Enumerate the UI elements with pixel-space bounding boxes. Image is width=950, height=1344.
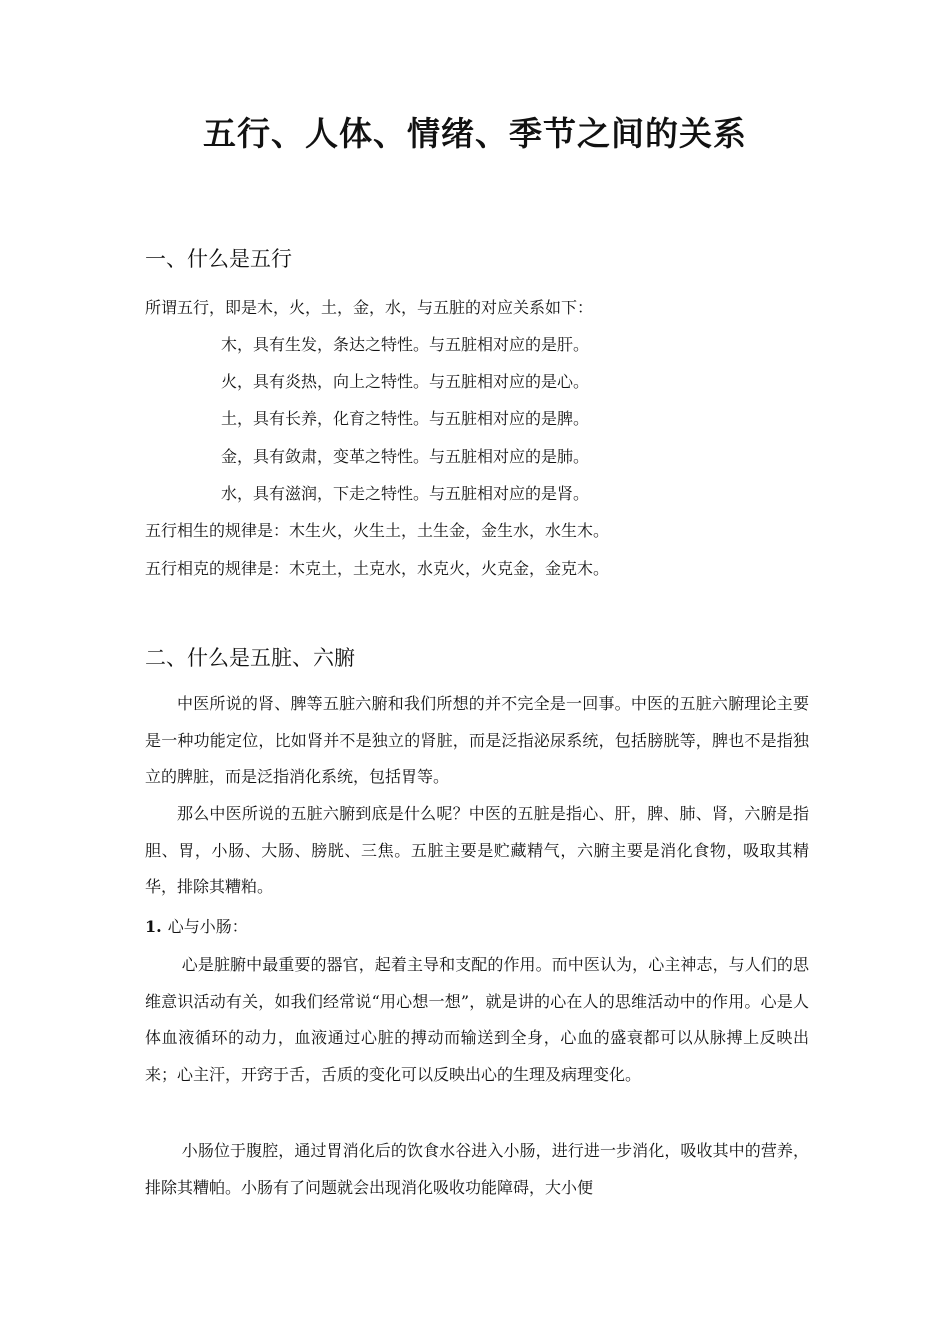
section-heading-zangfu: 二、什么是五脏、六腑 — [145, 646, 355, 670]
zangfu-paragraph-2: 那么中医所说的五脏六腑到底是什么呢？中医的五脏是指心、肝，脾、肺、肾，六腑是指胆、胃，小肠、大肠、膀胱、三焦。五脏主要是贮藏精气，六腑主要是消化食物，吸取其精华，排除其糟粕。 — [145, 804, 809, 896]
document-title: 五行、人体、情绪、季节之间的关系 — [203, 114, 747, 153]
wuxing-intro: 所谓五行，即是木，火，土，金，水，与五脏的对应关系如下： — [145, 298, 594, 317]
element-wood: 木，具有生发，条达之特性。与五脏相对应的是肝。 — [221, 335, 590, 354]
element-water: 水，具有滋润，下走之特性。与五脏相对应的是肾。 — [221, 484, 590, 503]
element-metal: 金，具有敛肃，变革之特性。与五脏相对应的是肺。 — [221, 447, 590, 466]
small-intestine-paragraph: 小肠位于腹腔，通过胃消化后的饮食水谷进入小肠，进行进一步消化，吸收其中的营养，排除其糟帕。小肠有了问题就会出现消化吸收功能障碍，大小便 — [145, 1141, 809, 1197]
element-earth: 土，具有长养，化育之特性。与五脏相对应的是脾。 — [221, 409, 590, 428]
zangfu-paragraph-1: 中医所说的肾、脾等五脏六腑和我们所想的并不完全是一回事。中医的五脏六腑理论主要是一种功能定位，比如肾并不是独立的肾脏，而是泛指泌尿系统，包括膀胱等，脾也不是指独立的脾脏，而是泛指消化系统，包括胃等。 — [145, 694, 809, 786]
numbered-heading-heart — [145, 915, 248, 939]
item-number: 1. — [145, 917, 162, 936]
item-label: 心与小肠： — [167, 917, 248, 936]
element-fire: 火，具有炎热，向上之特性。与五脏相对应的是心。 — [221, 372, 590, 391]
wuxing-sheng: 五行相生的规律是：木生火，火生土，土生金，金生水，水生木。 — [145, 521, 610, 540]
wuxing-ke: 五行相克的规律是：木克土，土克水，水克火，火克金，金克木。 — [145, 559, 610, 578]
heart-paragraph: 心是脏腑中最重要的器官，起着主导和支配的作用。而中医认为，心主神志，与人们的思维意识活动有关，如我们经常说“用心想一想”，就是讲的心在人的思维活动中的作用。心是人体血液循环的动力，血液通过心脏的搏动而输送到全身，心血的盛衰都可以从脉搏上反映出来；心主汗，开窍于舌，舌质的变化可以反映出心的生理及病理变化。 — [145, 955, 809, 1084]
section-heading-wuxing: 一、什么是五行 — [145, 247, 292, 271]
